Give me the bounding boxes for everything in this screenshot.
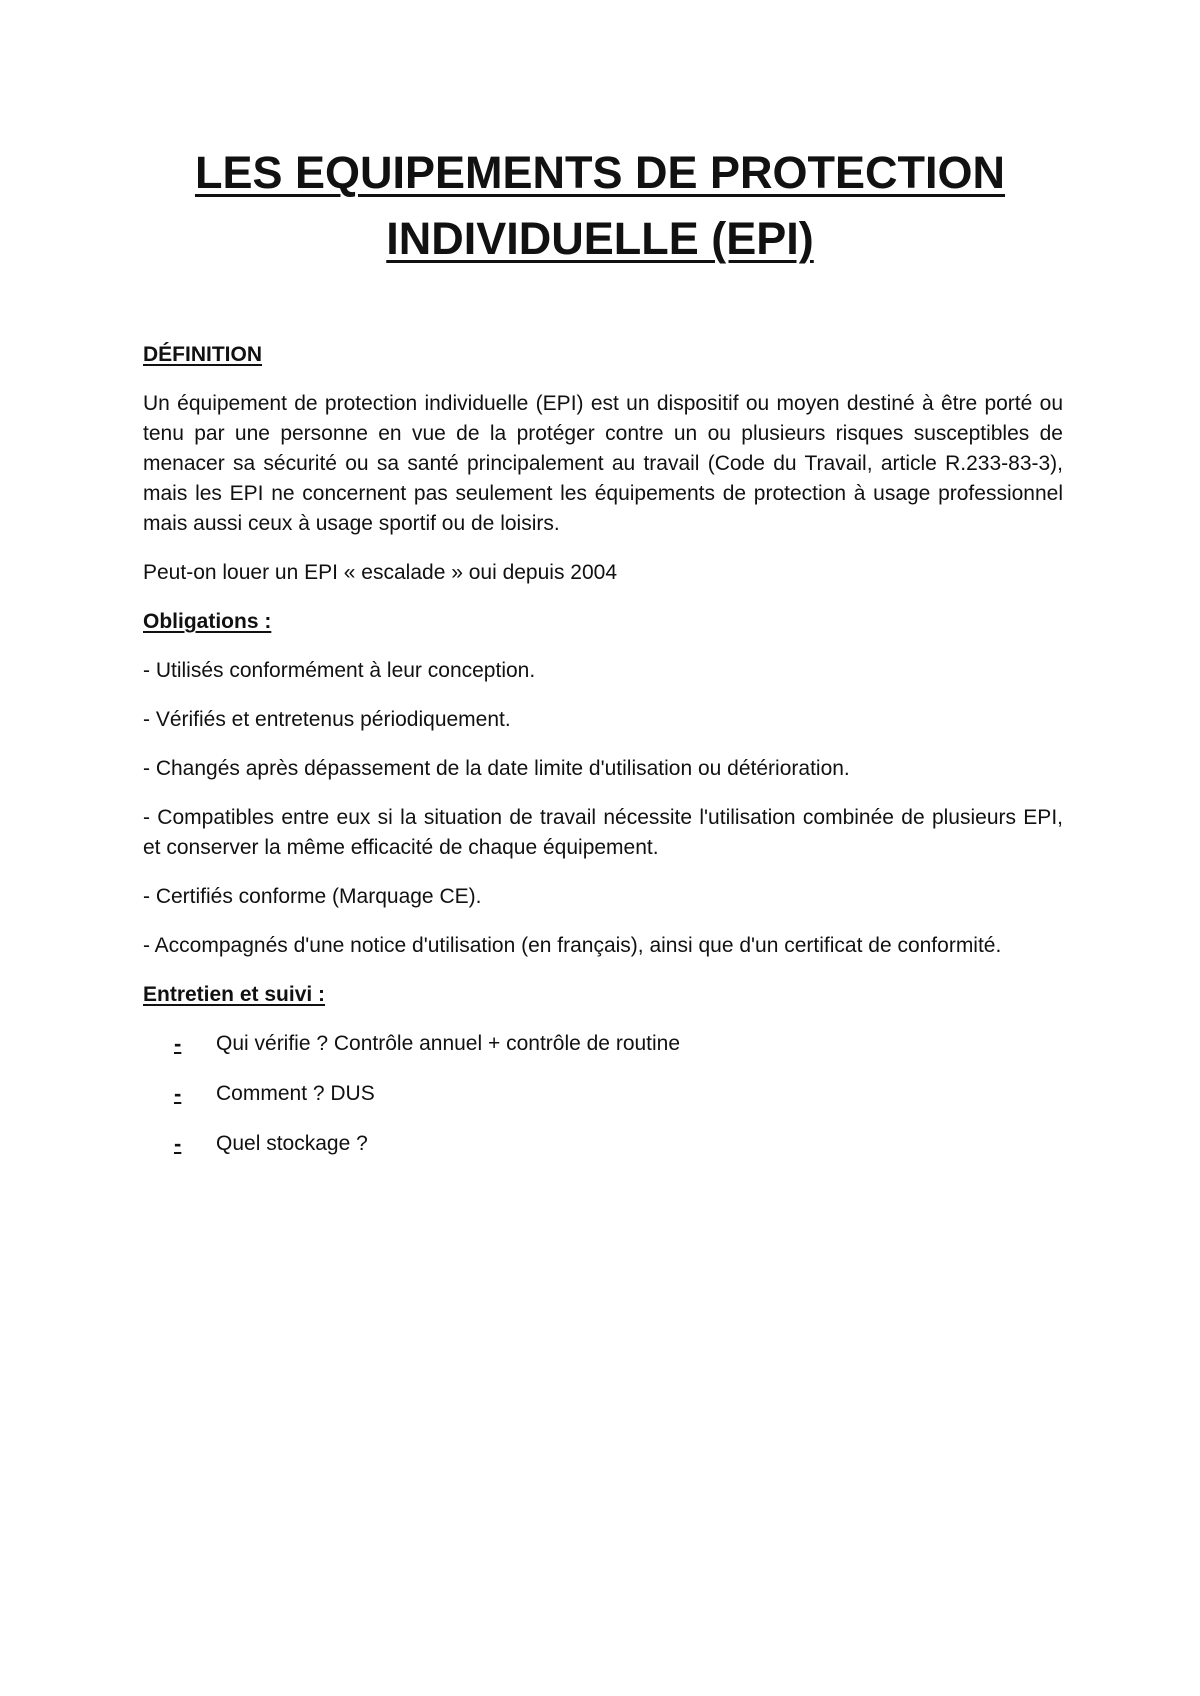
obligations-heading: Obligations : xyxy=(143,610,272,633)
bullet-dash-icon: - xyxy=(174,1031,182,1056)
maintenance-list xyxy=(143,1029,1063,1159)
obligation-item: - Changés après dépassement de la date limite d'utilisation ou détérioration. xyxy=(143,757,850,780)
bullet-dash-icon: - xyxy=(174,1131,182,1156)
maintenance-item-text: Qui vérifie ? Contrôle annuel + contrôle de routine xyxy=(216,1032,681,1055)
title-line-1: LES EQUIPEMENTS DE PROTECTION xyxy=(194,147,1006,198)
obligation-item: - Compatibles entre eux si la situation de travail nécessite l'utilisation combinée de plusieurs EPI, et conserver la même efficacité de chaque équipement. xyxy=(143,806,1063,859)
maintenance-item-text: Comment ? DUS xyxy=(216,1082,375,1105)
list-item xyxy=(143,1079,1063,1109)
maintenance-item-text: Quel stockage ? xyxy=(216,1132,368,1155)
maintenance-heading: Entretien et suivi : xyxy=(143,983,326,1006)
obligation-item: - Certifiés conforme (Marquage CE). xyxy=(143,885,482,908)
list-item xyxy=(143,1029,1063,1059)
obligation-item: - Utilisés conformément à leur conception. xyxy=(143,659,536,682)
obligation-item: - Vérifiés et entretenus périodiquement. xyxy=(143,708,511,731)
list-item xyxy=(143,1129,1063,1159)
rental-paragraph: Peut-on louer un EPI « escalade » oui depuis 2004 xyxy=(143,561,618,584)
definition-heading: DÉFINITION xyxy=(143,343,262,366)
document-title xyxy=(100,140,1100,272)
bullet-dash-icon: - xyxy=(174,1081,182,1106)
title-line-2: INDIVIDUELLE (EPI) xyxy=(386,213,814,264)
obligation-item: - Accompagnés d'une notice d'utilisation (en français), ainsi que d'un certificat de conformité. xyxy=(143,934,1002,957)
definition-paragraph: Un équipement de protection individuelle (EPI) est un dispositif ou moyen destiné à être porté ou tenu par une personne en vue de la protéger contre un ou plusieurs risques susceptibles de menacer sa sécurité ou sa santé principalement au travail (Code du Travail, article R.233-83-3), mais les EPI ne concernent pas seulement les équipements de protection à usage professionnel mais aussi ceux à usage sportif ou de loisirs. xyxy=(143,392,1063,535)
document-body xyxy=(143,340,1063,1179)
